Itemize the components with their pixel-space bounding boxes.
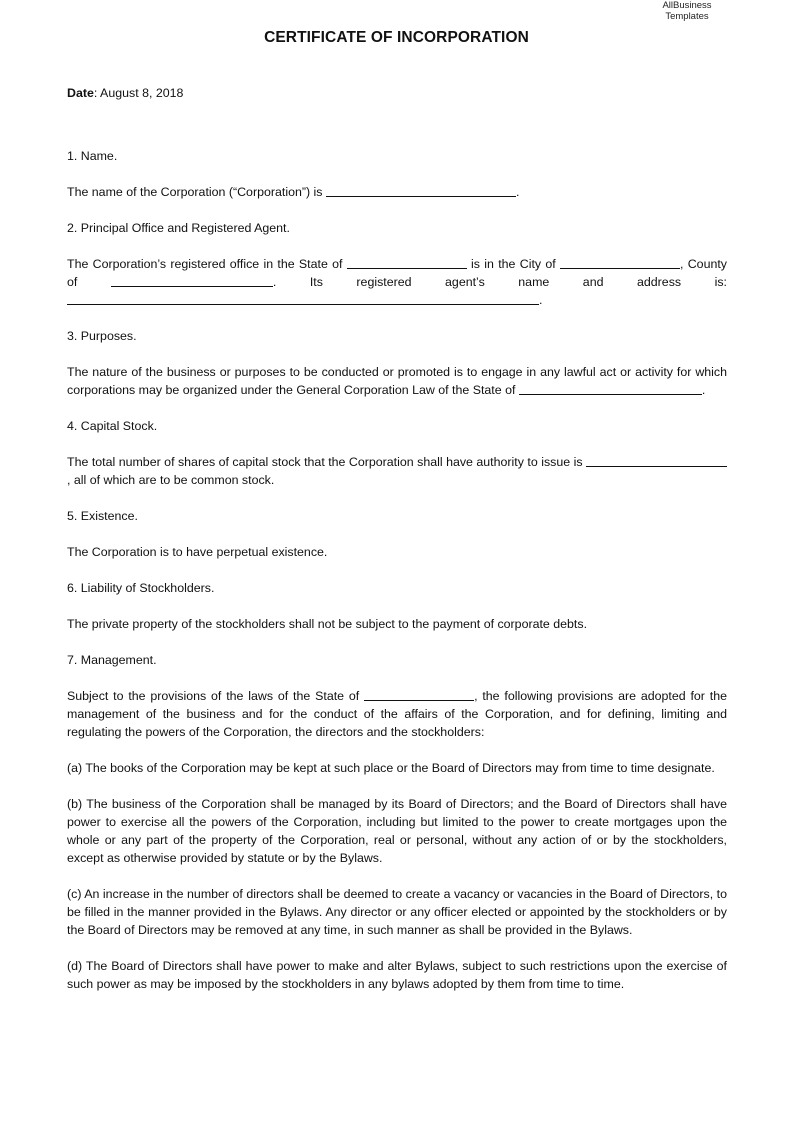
section-1-heading: 1. Name. bbox=[67, 149, 118, 163]
section-6-heading: 6. Liability of Stockholders. bbox=[67, 581, 215, 595]
section-2-text-b: is in the City of bbox=[466, 257, 560, 271]
corporation-name-blank[interactable] bbox=[326, 184, 516, 197]
section-3-heading: 3. Purposes. bbox=[67, 329, 137, 343]
section-7-heading: 7. Management. bbox=[67, 653, 157, 667]
section-2-text-a: The Corporation’s registered office in the State of bbox=[67, 257, 347, 271]
date-line bbox=[67, 84, 727, 102]
section-7-item-b: (b) The business of the Corporation shall be managed by its Board of Directors; and the Board of Directors shall have power to exercise all the powers of the Corporation, including but limited to the power to create mortgages upon the whole or any part of the property of the Corporation, real or personal, without any action of or by the stockholders, except as otherwise provided by statute or by the Bylaws. bbox=[67, 797, 727, 865]
section-7-item-d: (d) The Board of Directors shall have power to make and alter Bylaws, subject to such restrictions upon the exercise of such power as may be imposed by the stockholders in any bylaws adopted by them from time to time. bbox=[67, 959, 727, 991]
section-2-heading: 2. Principal Office and Registered Agent. bbox=[67, 221, 290, 235]
section-3-text-b: . bbox=[701, 383, 706, 397]
section-7-text-a: Subject to the provisions of the laws of the State of bbox=[67, 689, 365, 703]
section-3-text-a: The nature of the business or purposes to be conducted or promoted is to engage in any lawful act or activity for which corporations may be organized under the General Corporation Law of the State of bbox=[67, 365, 727, 397]
section-3-text bbox=[67, 363, 727, 399]
section-2-text-e: . bbox=[539, 293, 543, 307]
document-title: CERTIFICATE OF INCORPORATION bbox=[264, 29, 529, 46]
section-4-text-b: , all of which are to be common stock. bbox=[67, 473, 275, 487]
shares-count-blank[interactable] bbox=[586, 454, 727, 467]
section-2-text-c: , County of bbox=[67, 257, 727, 289]
document-body bbox=[67, 84, 727, 993]
section-2-text bbox=[67, 255, 727, 309]
registered-agent-blank[interactable] bbox=[67, 292, 539, 305]
section-4-heading: 4. Capital Stock. bbox=[67, 419, 158, 433]
section-7-item-c: (c) An increase in the number of directors shall be deemed to create a vacancy or vacancies in the Board of Directors, to be filled in the manner provided in the Bylaws. Any director or any officer elected or appointed by the stockholders or by the Board of Directors may be removed at any time, in such manner as shall be provided in the Bylaws. bbox=[67, 887, 727, 937]
section-6-text: The private property of the stockholders shall not be subject to the payment of corporate debts. bbox=[67, 617, 588, 631]
section-7-text bbox=[67, 687, 727, 741]
section-7-text-b: , the following provisions are adopted for the management of the business and for the conduct of the affairs of the Corporation, and for defining, limiting and regulating the powers of the Corporation, the directors and the stockholders: bbox=[67, 689, 727, 739]
purpose-state-blank[interactable] bbox=[519, 382, 702, 395]
office-city-blank[interactable] bbox=[560, 256, 680, 269]
section-1-text-b: . bbox=[515, 185, 520, 199]
section-1-text bbox=[67, 183, 727, 201]
brand-line-1: AllBusiness bbox=[662, 0, 712, 11]
date-label: Date bbox=[67, 86, 94, 100]
office-county-blank[interactable] bbox=[111, 274, 273, 287]
brand-logo bbox=[651, 0, 723, 22]
date-value: : August 8, 2018 bbox=[93, 86, 184, 100]
management-state-blank[interactable] bbox=[364, 688, 474, 701]
brand-line-2: Templates bbox=[665, 11, 709, 22]
section-4-text-a: The total number of shares of capital stock that the Corporation shall have authority to issue is bbox=[67, 455, 586, 469]
section-7-item-a: (a) The books of the Corporation may be kept at such place or the Board of Directors may from time to time designate. bbox=[67, 761, 715, 775]
office-state-blank[interactable] bbox=[347, 256, 467, 269]
section-5-text: The Corporation is to have perpetual existence. bbox=[67, 545, 328, 559]
section-5-heading: 5. Existence. bbox=[67, 509, 138, 523]
section-1-text-a: The name of the Corporation (“Corporation”) is bbox=[67, 185, 326, 199]
section-2-text-d: . Its registered agent’s name and address is: bbox=[272, 275, 727, 289]
section-4-text bbox=[67, 453, 727, 489]
